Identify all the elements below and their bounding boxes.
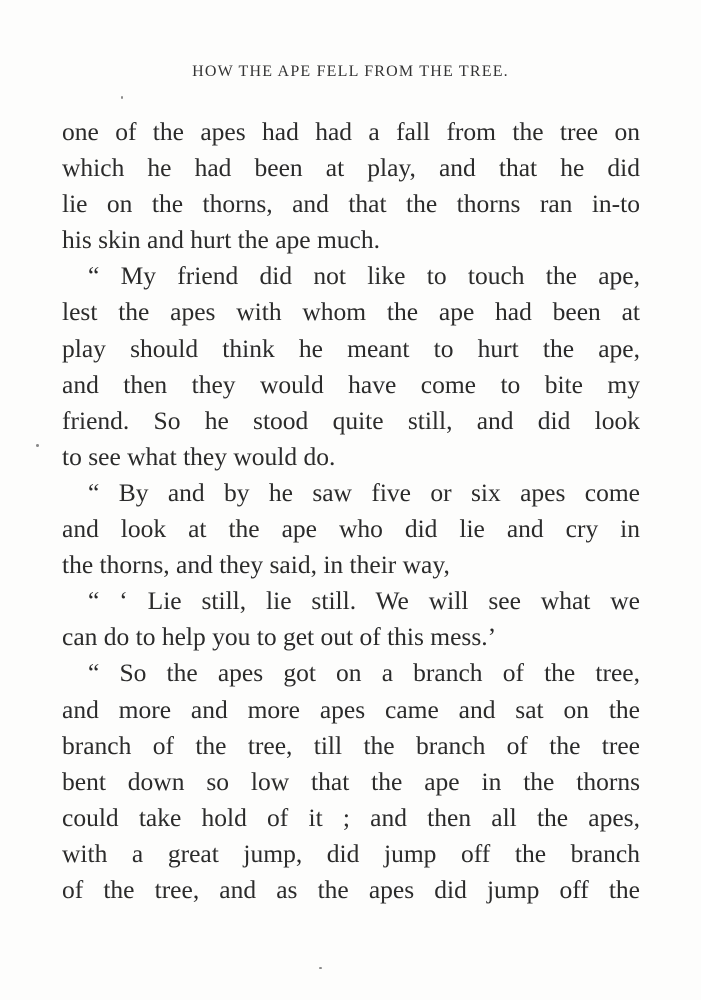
text-line: which he had been at play, and that he did <box>62 153 640 183</box>
text-line: and then they would have come to bite my <box>62 369 640 399</box>
paper-speck <box>36 444 39 447</box>
text-line: “ So the apes got on a branch of the tree, <box>88 658 640 688</box>
text-line: friend. So he stood quite still, and did look <box>62 405 640 435</box>
text-line: could take hold of it ; and then all the apes, <box>62 802 640 832</box>
text-line: “ By and by he saw five or six apes come <box>88 477 640 507</box>
text-line: to see what they would do. <box>62 441 336 471</box>
text-line: the thorns, and they said, in their way, <box>62 550 450 580</box>
text-line: lie on the thorns, and that the thorns ran in-to <box>62 189 640 219</box>
text-line: and look at the ape who did lie and cry in <box>62 514 640 544</box>
text-line: “ ‘ Lie still, lie still. We will see what we <box>88 586 640 616</box>
paper-speck <box>121 96 123 99</box>
text-line: “ My friend did not like to touch the ape, <box>88 261 640 291</box>
text-line: play should think he meant to hurt the ape, <box>62 333 640 363</box>
text-line: lest the apes with whom the ape had been at <box>62 297 640 327</box>
text-line: with a great jump, did jump off the branch <box>62 838 640 868</box>
paper-speck <box>319 967 322 969</box>
text-line: one of the apes had had a fall from the tree on <box>62 117 640 146</box>
text-line: bent down so low that the ape in the thorns <box>62 766 640 796</box>
running-head: HOW THE APE FELL FROM THE TREE. <box>192 63 509 80</box>
text-line: can do to help you to get out of this mess.’ <box>62 622 497 652</box>
text-line: of the tree, and as the apes did jump off the <box>62 874 640 904</box>
text-line: branch of the tree, till the branch of the tree <box>62 730 640 760</box>
text-line: and more and more apes came and sat on the <box>62 694 640 724</box>
text-line: his skin and hurt the ape much. <box>62 225 380 255</box>
body-text <box>62 114 640 908</box>
